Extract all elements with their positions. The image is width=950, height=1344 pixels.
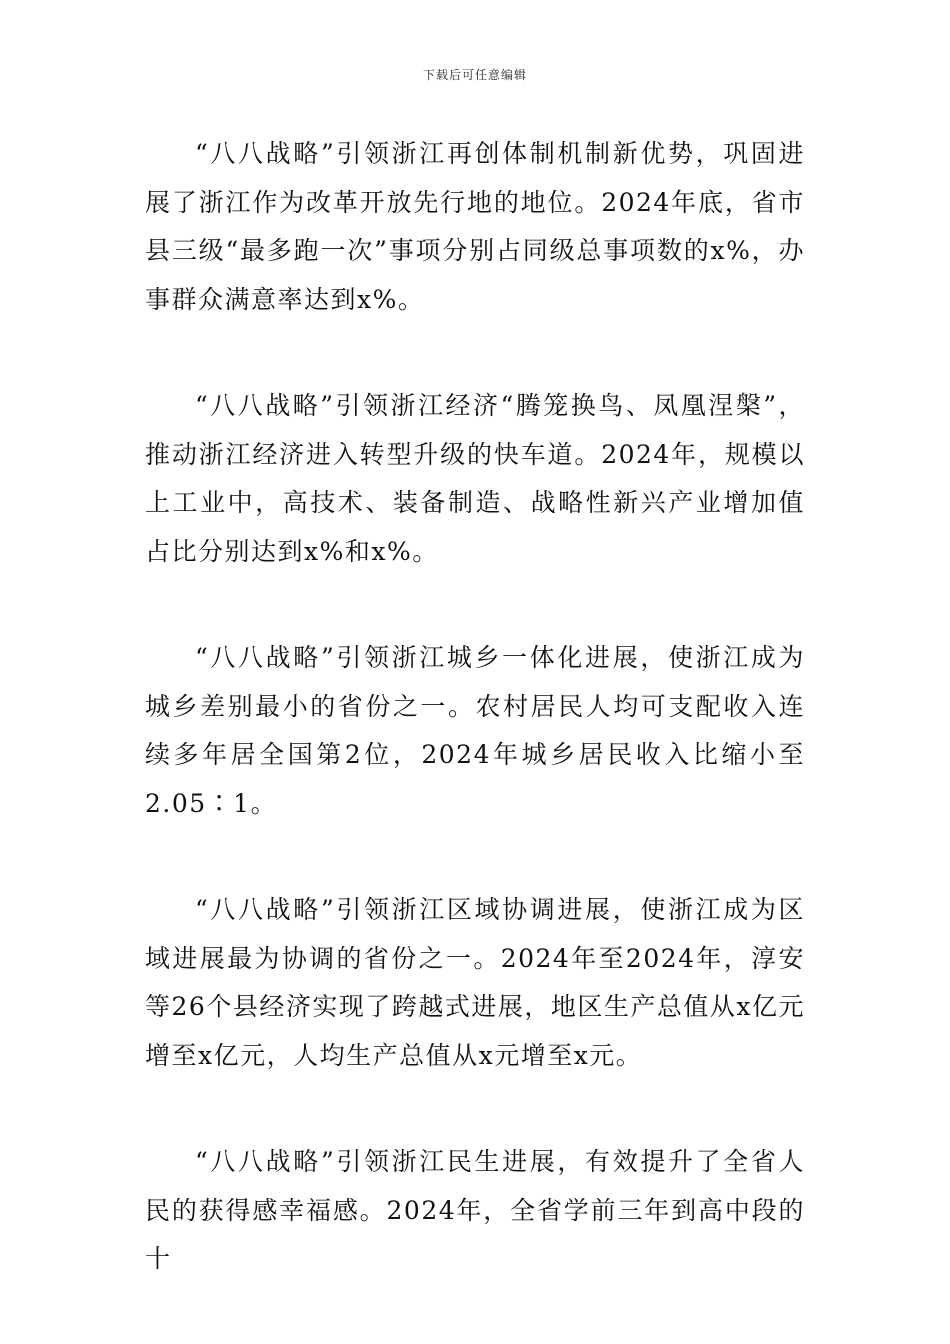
paragraph: “八八战略”引领浙江经济“腾笼换鸟、凤凰涅槃”，推动浙江经济进入转型升级的快车道。2024年，规模以上工业中，高技术、装备制造、战略性新兴产业增加值占比分别达到x%和x%。 [145, 391, 805, 566]
paragraph: “八八战略”引领浙江民生进展，有效提升了全省人民的获得感幸福感。2024年，全省学前三年到高中段的十 [145, 1147, 805, 1273]
paragraph: “八八战略”引领浙江城乡一体化进展，使浙江成为城乡差别最小的省份之一。农村居民人均可支配收入连续多年居全国第2位，2024年城乡居民收入比缩小至2.05∶1。 [145, 643, 805, 818]
document-body [145, 130, 805, 1342]
paragraph: “八八战略”引领浙江再创体制机制新优势，巩固进展了浙江作为改革开放先行地的地位。2024年底，省市县三级“最多跑一次”事项分别占同级总事项数的x%，办事群众满意率达到x%。 [145, 139, 805, 314]
page-header-note: 下载后可任意编辑 [422, 68, 527, 82]
paragraph: “八八战略”引领浙江区域协调进展，使浙江成为区域进展最为协调的省份之一。2024年至2024年，淳安等26个县经济实现了跨越式进展，地区生产总值从x亿元增至x亿元，人均生产总值从x元增至x元。 [145, 895, 805, 1070]
